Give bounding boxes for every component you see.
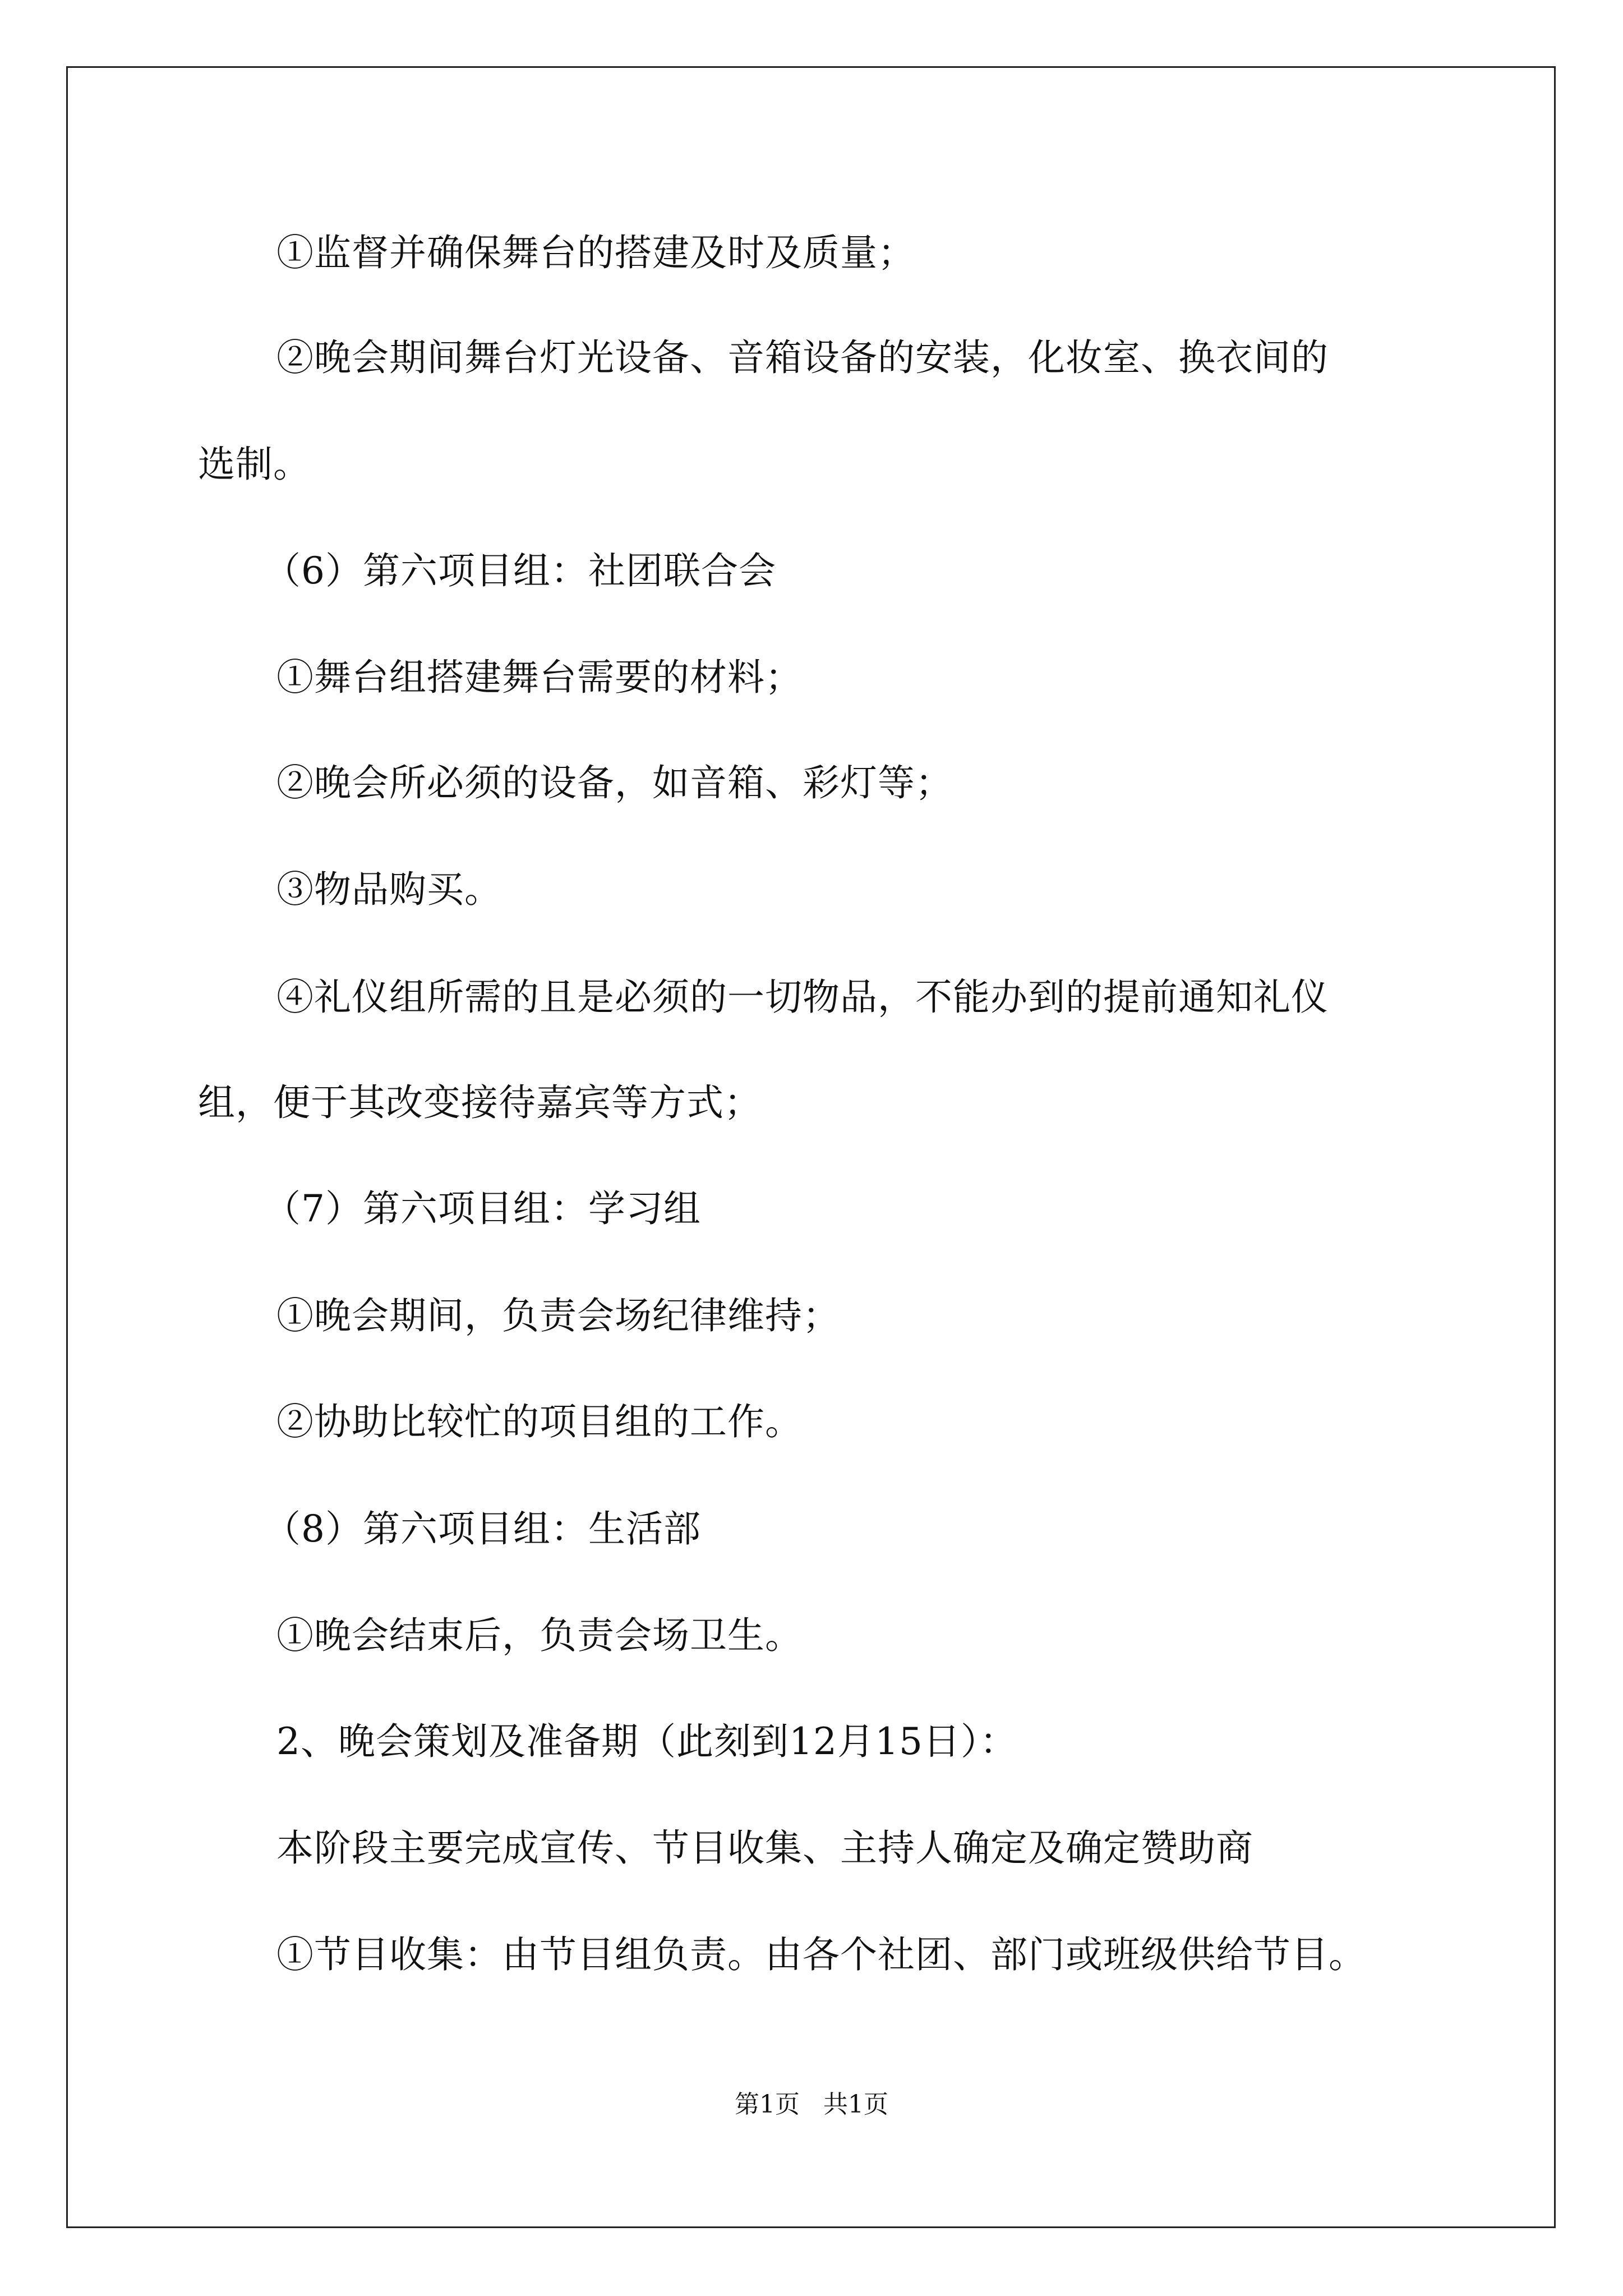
page-border [66,66,1556,2228]
text-line: ①节目收集：由节目组负责。由各个社团、部门或班级供给节目。 [276,1933,1366,1976]
page-number-footer: 第1页 共1页 [735,2090,888,2119]
text-line: ④礼仪组所需的且是必须的一切物品，不能办到的提前通知礼仪 [276,976,1329,1019]
text-line: ①监督并确保舞台的搭建及时及质量； [276,231,915,274]
section-heading: （7）第六项目组：学习组 [264,1187,701,1230]
text-line: 2、晚会策划及准备期（此刻到12月15日）： [276,1720,1017,1763]
text-line: ①晚会结束后，负责会场卫生。 [276,1614,803,1657]
text-line: ③物品购买。 [276,868,502,911]
text-line: 选制。 [198,443,311,486]
text-line: ①舞台组搭建舞台需要的材料； [276,656,803,699]
text-line: 组，便于其改变接待嘉宾等方式； [198,1081,762,1124]
text-line: ①晚会期间，负责会场纪律维持； [276,1294,840,1337]
text-line: 本阶段主要完成宣传、节目收集、主持人确定及确定赞助商 [276,1826,1253,1870]
section-heading: （6）第六项目组：社团联合会 [264,549,776,592]
text-line: ②晚会所必须的设备，如音箱、彩灯等； [276,761,953,804]
text-line: ②协助比较忙的项目组的工作。 [276,1400,803,1443]
text-line: ②晚会期间舞台灯光设备、音箱设备的安装，化妆室、换衣间的 [276,336,1329,379]
section-heading: （8）第六项目组：生活部 [264,1507,701,1550]
